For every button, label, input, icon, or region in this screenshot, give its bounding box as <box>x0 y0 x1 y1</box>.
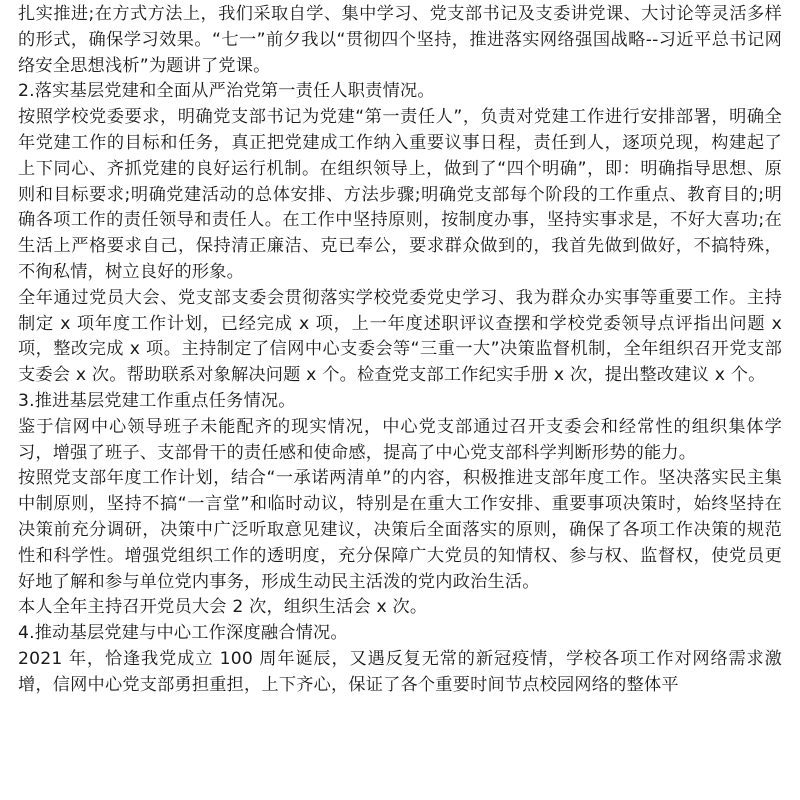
paragraph-leadership: 鉴于信网中心领导班子未能配齐的现实情况，中心党支部通过召开支委会和经常性的组织集体学习，增强了班子、支部骨干的责任感和使命感，提高了中心党支部科学判断形势的能力。 <box>18 416 782 463</box>
paragraph-annual-work: 全年通过党员大会、党支部支委会贯彻落实学校党委党史学习、我为群众办实事等重要工作。主持制定 x 项年度工作计划，已经完成 x 项，上一年度述职评议查摆和学校党委领导点评指出问题 x 项，整改完成 x 项。主持制定了信网中心支委会等“三重一大”决策监督机制，全年组织召开党支部支委会 x 次。帮助联系对象解决问题 x 个。检查党支部工作纪实手册 x 次，提出整改建议 x 个。 <box>18 287 782 386</box>
paragraph-meetings: 本人全年主持召开党员大会 2 次，组织生活会 x 次。 <box>18 597 428 618</box>
section-heading-4: 4.推动基层党建与中心工作深度融合情况。 <box>18 623 348 644</box>
paragraph-responsibility: 按照学校党委要求，明确党支部书记为党建“第一责任人”，负责对党建工作进行安排部署，明确全年党建工作的目标和任务，真正把党建成工作纳入重要议事日程，责任到人，逐项兑现，构建起了上下同心、齐抓党建的良好运行机制。在组织领导上，做到了“四个明确”，即：明确指导思想、原则和目标要求;明确党建活动的总体安排、方法步骤;明确党支部每个阶段的工作重点、教育目的;明确各项工作的责任领导和责任人。在工作中坚持原则，按制度办事，坚持实事求是，不好大喜功;在生活上严格要求自己，保持清正廉洁、克已奉公，要求群众做到的，我首先做到做好，不搞特殊，不徇私情，树立良好的形象。 <box>18 107 782 282</box>
document-body <box>18 2 782 699</box>
section-heading-2: 2.落实基层党建和全面从严治党第一责任人职责情况。 <box>18 81 435 102</box>
paragraph-study-methods: 扎实推进;在方式方法上，我们采取自学、集中学习、党支部书记及支委讲党课、大讨论等灵活多样的形式，确保学习效果。“七一”前夕我以“贯彻四个坚持，推进落实网络强国战略--习近平总书记网络安全思想浅析”为题讲了党课。 <box>18 4 782 76</box>
paragraph-integration: 2021 年，恰逢我党成立 100 周年诞辰，又遇反复无常的新冠疫情，学校各项工作对网络需求激增，信网中心党支部勇担重担，上下齐心，保证了各个重要时间节点校园网络的整体平 <box>18 648 782 695</box>
section-heading-3: 3.推进基层党建工作重点任务情况。 <box>18 390 296 411</box>
paragraph-annual-plan: 按照党支部年度工作计划，结合“一承诺两清单”的内容，积极推进支部年度工作。坚决落实民主集中制原则，坚持不搞“一言堂”和临时动议，特别是在重大工作安排、重要事项决策时，始终坚持在决策前充分调研，决策中广泛听取意见建议，决策后全面落实的原则，确保了各项工作决策的规范性和科学性。增强党组织工作的透明度，充分保障广大党员的知情权、参与权、监督权，使党员更好地了解和参与单位党内事务，形成生动民主活泼的党内政治生活。 <box>18 468 782 592</box>
